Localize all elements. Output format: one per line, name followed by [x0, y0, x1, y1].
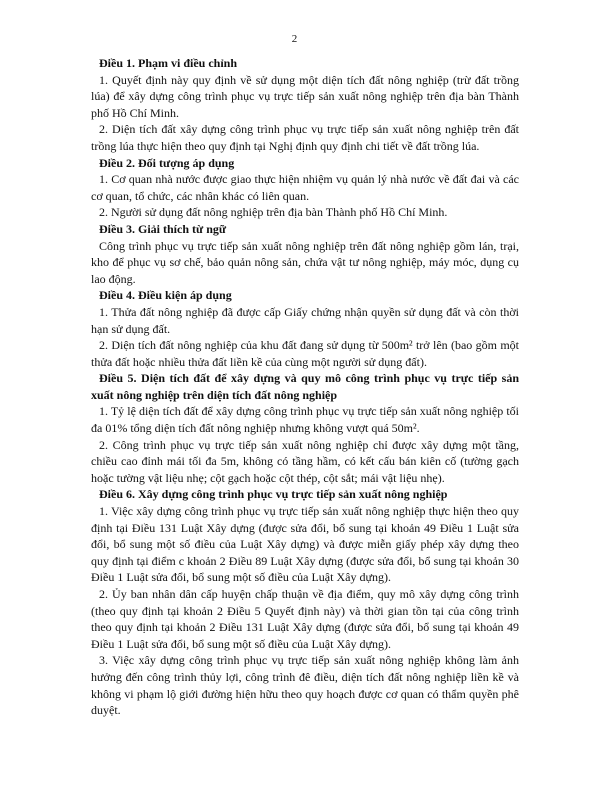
article-heading [91, 55, 519, 72]
article-2 [91, 155, 519, 221]
article-heading [91, 221, 519, 238]
article-paragraph: 1. Quyết định này quy định về sử dụng một diện tích đất nông nghiệp (trừ đất trồng lúa) để xây dựng công trình phục vụ trực tiếp sản xuất nông nghiệp trên địa bàn Thành phố Hồ Chí Minh. [91, 72, 519, 120]
article-number: Điều 3. [99, 221, 135, 236]
article-paragraph: 2. Ủy ban nhân dân cấp huyện chấp thuận về địa điểm, quy mô xây dựng công trình (theo quy định tại khoản 2 Điều 5 Quyết định này) và thời gian tồn tại của công trình theo quy định tại khoản 2 Điều 131 Luật Xây dựng (được sửa đổi, bổ sung tại khoản 49 Điều 1 Luật sửa đổi, bổ sung một số điều của Luật Xây dựng). [91, 587, 519, 651]
article-1 [91, 55, 519, 155]
article-5 [91, 370, 519, 486]
article-3 [91, 221, 519, 287]
article-heading [91, 287, 519, 304]
article-number: Điều 4. [99, 288, 135, 303]
article-paragraph: 3. Việc xây dựng công trình phục vụ trực tiếp sản xuất nông nghiệp không làm ảnh hưởng đến công trình thủy lợi, công trình đê điều, diện tích đất nông nghiệp liền kề và không vi phạm lộ giới đường hiện hữu theo quy hoạch được cơ quan có thẩm quyền phê duyệt. [91, 653, 519, 718]
article-title: Điều kiện áp dụng [138, 288, 232, 303]
article-heading [91, 486, 519, 503]
article-paragraph: 2. Người sử dụng đất nông nghiệp trên địa bàn Thành phố Hồ Chí Minh. [99, 205, 448, 220]
article-title: Giải thích từ ngữ [138, 221, 227, 236]
article-heading [91, 370, 519, 403]
article-number: Điều 6. [99, 487, 135, 502]
article-number: Điều 2. [99, 155, 135, 170]
article-paragraph: 2. Diện tích đất nông nghiệp của khu đất đang sử dụng từ 500m² trở lên (bao gồm một thửa đất hoặc nhiều thửa đất liền kề của cùng một người sử dụng đất). [91, 338, 519, 369]
article-title: Phạm vi điều chỉnh [138, 56, 238, 70]
article-paragraph: 2. Công trình phục vụ trực tiếp sản xuất nông nghiệp chỉ được xây dựng một tầng, chiều cao đỉnh mái tối đa 5m, không có tầng hầm, có kết cấu bán kiên cố (tường gạch hoặc tường vật liệu nhẹ; cột gạch hoặc cột thép, cột sắt; mái vật liệu nhẹ). [91, 437, 519, 485]
article-number: Điều 1. [99, 56, 135, 70]
article-paragraph: Công trình phục vụ trực tiếp sản xuất nông nghiệp trên đất nông nghiệp gồm lán, trại, kho để phục vụ sơ chế, bảo quản nông sản, chứa vật tư nông nghiệp, máy móc, dụng cụ lao động. [91, 238, 519, 286]
article-paragraph: 1. Thửa đất nông nghiệp đã được cấp Giấy chứng nhận quyền sử dụng đất và còn thời hạn sử dụng đất. [91, 304, 519, 336]
article-paragraph: 2. Diện tích đất xây dựng công trình phục vụ trực tiếp sản xuất nông nghiệp trên đất trồng lúa thực hiện theo quy định tại Nghị định quy định chi tiết về đất trồng lúa. [91, 122, 519, 153]
article-title: Xây dựng công trình phục vụ trực tiếp sản xuất nông nghiệp [138, 487, 448, 502]
article-paragraph: 1. Tỷ lệ diện tích đất để xây dựng công trình phục vụ trực tiếp sản xuất nông nghiệp tối đa 01% tổng diện tích đất nông nghiệp nhưng không vượt quá 50m². [91, 404, 519, 436]
article-4 [91, 287, 519, 370]
article-paragraph: 1. Cơ quan nhà nước được giao thực hiện nhiệm vụ quản lý nhà nước về đất đai và các cơ quan, tổ chức, các nhân khác có liên quan. [91, 172, 519, 203]
article-heading [91, 155, 519, 172]
article-6 [91, 486, 519, 718]
article-title: Diện tích đất để xây dựng và quy mô công trình phục vụ trực tiếp sản xuất nông nghiệp trên diện tích đất nông nghiệp [91, 371, 520, 402]
article-paragraph: 1. Việc xây dựng công trình phục vụ trực tiếp sản xuất nông nghiệp thực hiện theo quy định tại Điều 131 Luật Xây dựng (được sửa đổi, bổ sung tại khoản 49 Điều 1 Luật sửa đổi, bổ sung một số điều của Luật Xây dựng) và được miễn giấy phép xây dựng theo quy định tại điểm c khoản 2 Điều 89 Luật Xây dựng (được sửa đổi, bổ sung tại khoản 30 Điều 1 Luật sửa đổi, bổ sung một số điều của Luật Xây dựng). [91, 504, 519, 585]
page-number: 2 [291, 33, 298, 45]
article-number: Điều 5. [99, 371, 137, 386]
article-title: Đối tượng áp dụng [138, 155, 235, 170]
document-body [91, 55, 519, 719]
